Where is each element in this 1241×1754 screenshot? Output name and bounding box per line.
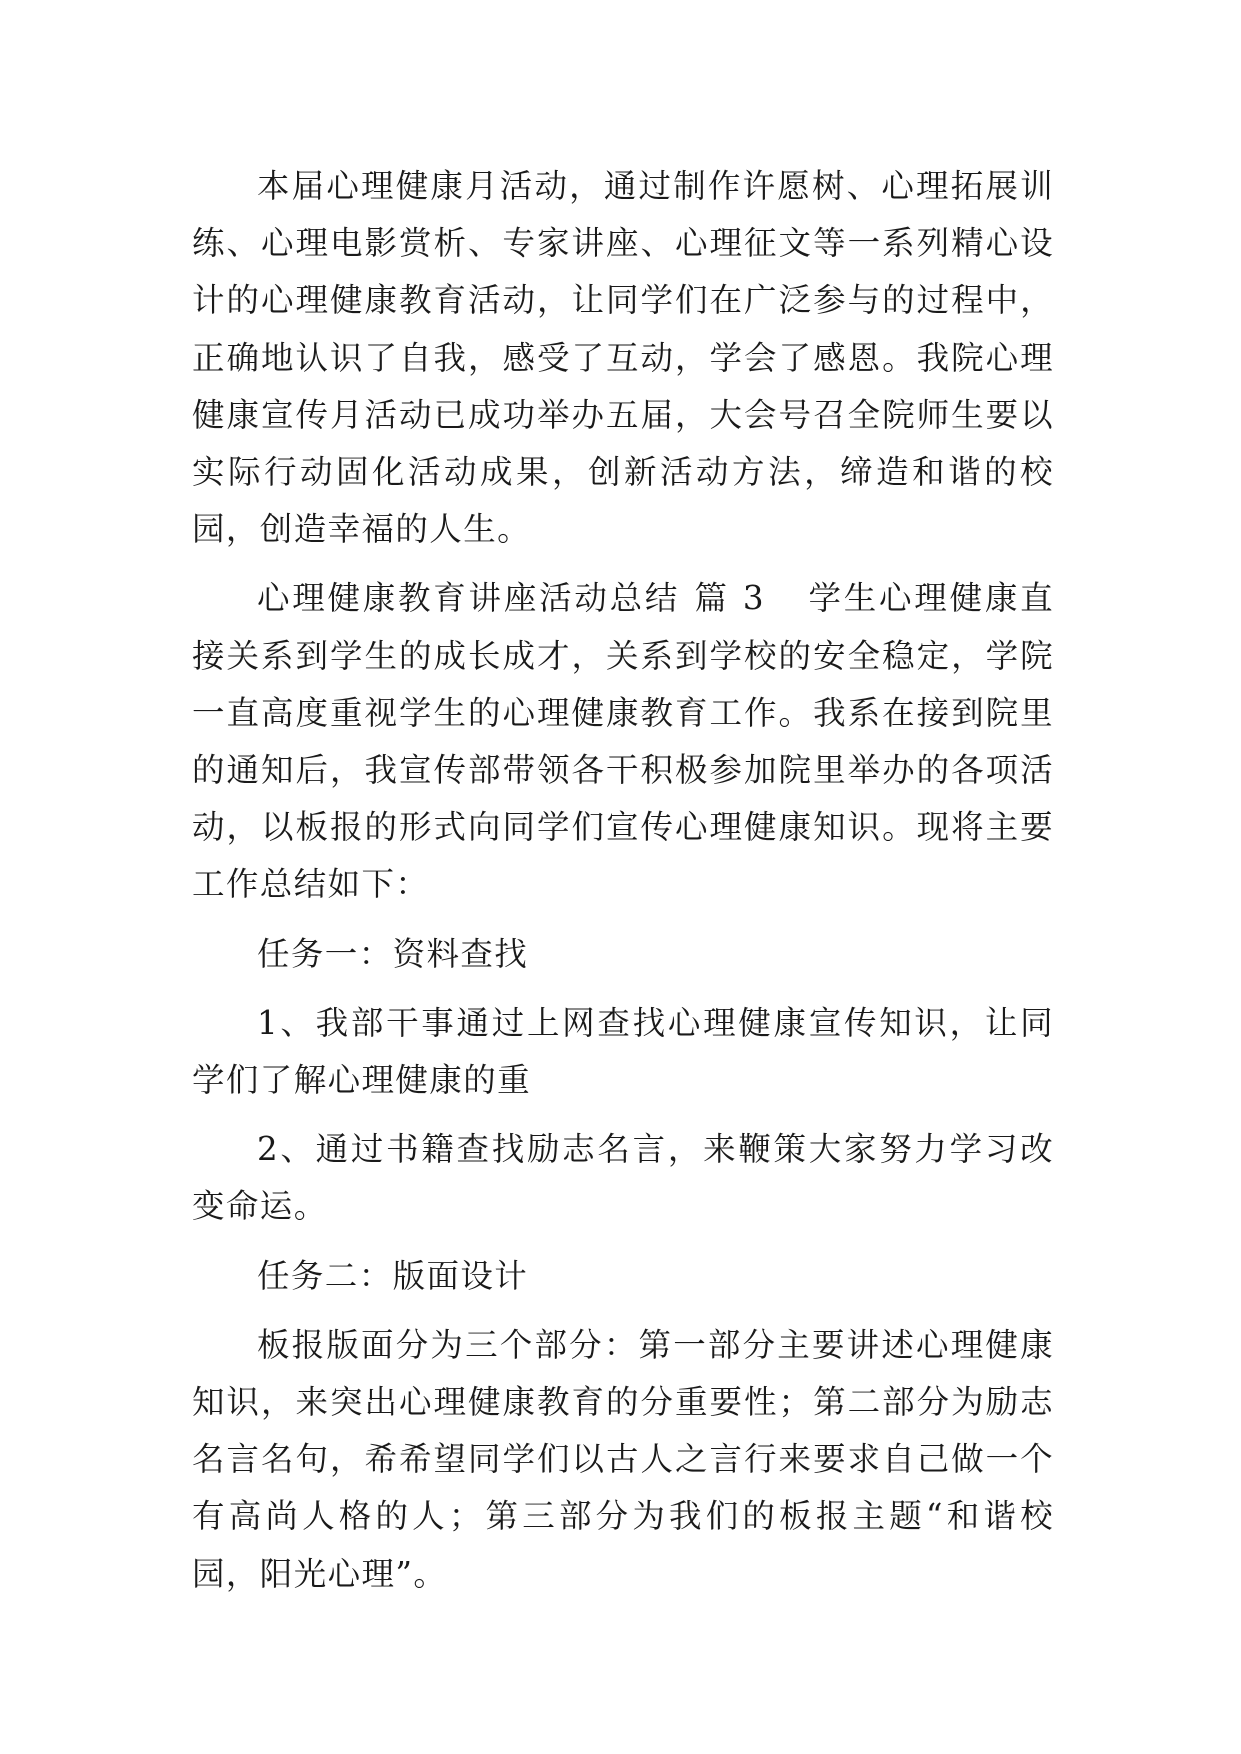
paragraph-article-3 — [192, 570, 1054, 913]
task-one-heading: 任务一：资料查找 — [257, 934, 529, 973]
paragraph-activity-summary: 本届心理健康月活动，通过制作许愿树、心理拓展训练、心理电影赏析、专家讲座、心理征文等一系列精心设计的心理健康教育活动，让同学们在广泛参与的过程中，正确地认识了自我，感受了互动，学会了感恩。我院心理健康宣传月活动已成功举办五届，大会号召全院师生要以实际行动固化活动成果，创新活动方法，缔造和谐的校园，创造幸福的人生。 — [192, 167, 1054, 549]
paragraph-layout-design: 板报版面分为三个部分：第一部分主要讲述心理健康知识，来突出心理健康教育的分重要性；第二部分为励志名言名句，希希望同学们以古人之言行来要求自己做一个有高尚人格的人；第三部分为我们的板报主题“和谐校园，阳光心理”。 — [192, 1325, 1054, 1593]
task-two-heading: 任务二：版面设计 — [257, 1256, 529, 1295]
list-item-1: 1、我部干事通过上网查找心理健康宣传知识，让同学们了解心理健康的重 — [192, 1003, 1054, 1100]
list-item-2: 2、通过书籍查找励志名言，来鞭策大家努力学习改变命运。 — [192, 1130, 1054, 1226]
article-part-label: 篇 3 — [693, 579, 765, 618]
article-body-text: 学生心理健康直接关系到学生的成长成才，关系到学校的安全稳定，学院一直高度重视学生的心理健康教育工作。我系在接到院里的通知后，我宣传部带领各干积极参加院里举办的各项活动，以板报的形式向同学们宣传心理健康知识。现将主要工作总结如下： — [192, 579, 1054, 904]
document-body — [192, 158, 1054, 1603]
article-title: 心理健康教育讲座活动总结 — [257, 579, 681, 618]
